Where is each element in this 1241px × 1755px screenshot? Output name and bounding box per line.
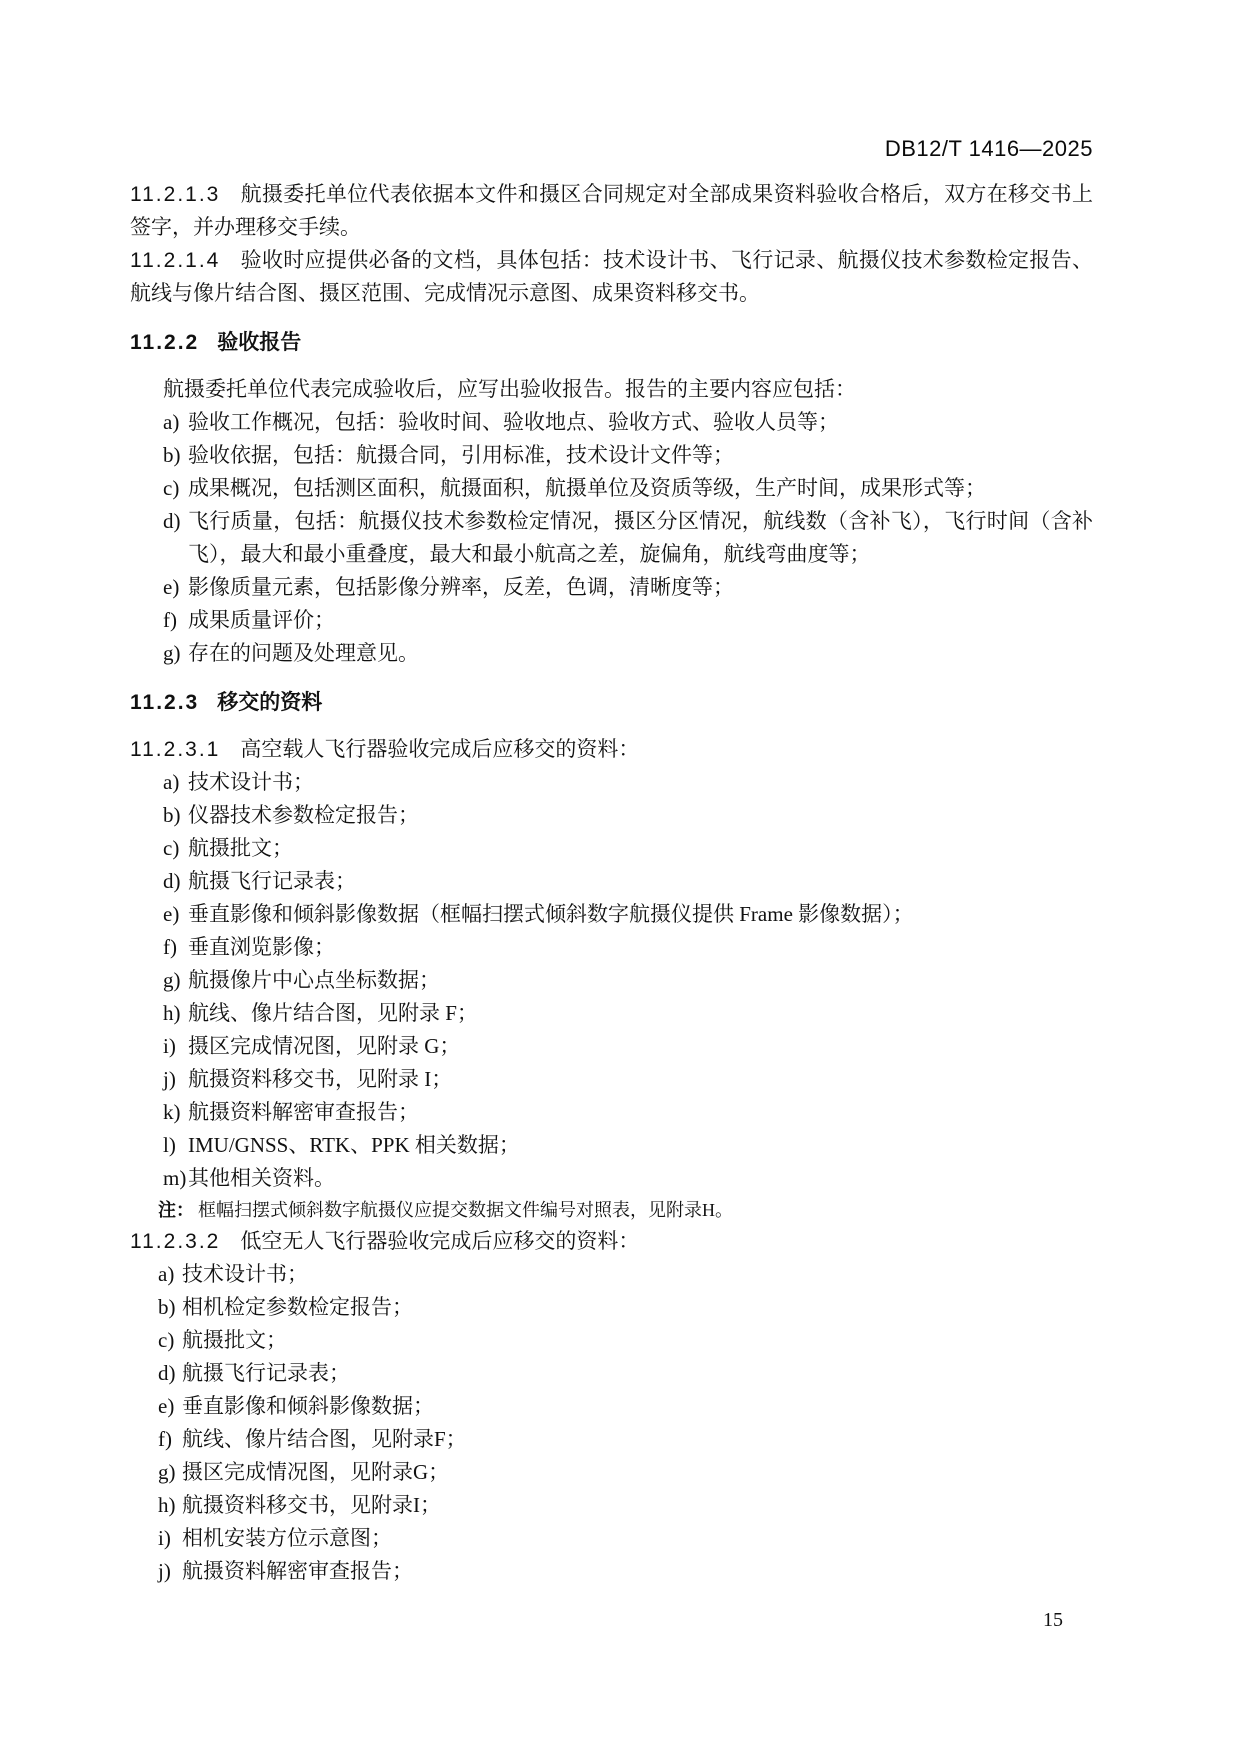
list-item-text: 航线、像片结合图，见附录 F； — [188, 1001, 478, 1025]
list-item-text: 存在的问题及处理意见。 — [188, 641, 419, 665]
clause-number: 11.2.1.4 — [130, 249, 221, 272]
list-item-label: g) — [158, 1460, 176, 1484]
section-heading-11-2-3 — [130, 686, 1093, 719]
list-item-text: 垂直影像和倾斜影像数据； — [182, 1394, 434, 1418]
list-item-label: c) — [158, 1328, 175, 1352]
list-item-text: 技术设计书； — [182, 1262, 308, 1286]
list-item-label: g) — [163, 641, 181, 665]
list-item-text: 航线、像片结合图，见附录F； — [182, 1427, 467, 1451]
uav-materials-list — [130, 1258, 1093, 1588]
list-item — [130, 571, 1093, 604]
list-item — [130, 637, 1093, 670]
list-item-label: d) — [163, 869, 181, 893]
list-item-label: h) — [158, 1493, 176, 1517]
list-item — [130, 1129, 1093, 1162]
list-item — [130, 1456, 1093, 1489]
list-item — [130, 1291, 1093, 1324]
paragraph-intro-report: 航摄委托单位代表完成验收后，应写出验收报告。报告的主要内容应包括： — [163, 377, 856, 401]
list-item-label: j) — [158, 1559, 171, 1583]
clause-number: 11.2.3.2 — [130, 1230, 221, 1253]
clause-11-2-3-1 — [130, 733, 1093, 766]
list-item — [130, 931, 1093, 964]
note — [130, 1195, 1093, 1225]
list-item-label: m) — [163, 1166, 187, 1190]
list-item — [130, 1030, 1093, 1063]
heading-title: 移交的资料 — [217, 691, 323, 714]
list-item-label: l) — [163, 1133, 176, 1157]
list-item-label: i) — [158, 1526, 171, 1550]
list-item — [130, 1162, 1093, 1195]
list-item-text: 成果质量评价； — [188, 608, 335, 632]
list-item — [130, 1522, 1093, 1555]
list-item-label: e) — [163, 575, 180, 599]
list-item — [130, 898, 1093, 931]
list-item — [130, 1096, 1093, 1129]
list-item — [130, 1423, 1093, 1456]
list-item — [130, 472, 1093, 505]
doc-code: DB12/T 1416—2025 — [884, 136, 1093, 161]
list-item — [130, 799, 1093, 832]
clause-11-2-1-4 — [130, 244, 1093, 310]
list-item — [130, 1063, 1093, 1096]
list-item-label: e) — [158, 1394, 175, 1418]
list-item — [130, 1357, 1093, 1390]
heading-number: 11.2.3 — [130, 691, 200, 714]
list-item-text: IMU/GNSS、RTK、PPK 相关数据； — [188, 1133, 520, 1157]
list-item-text: 航摄资料移交书，见附录 I； — [188, 1067, 453, 1091]
note-text: 框幅扫摆式倾斜数字航摄仪应提交数据文件编号对照表，见附录H。 — [198, 1200, 733, 1220]
list-item-text: 影像质量元素，包括影像分辨率，反差，色调，清晰度等； — [188, 575, 734, 599]
list-item-text: 摄区完成情况图，见附录G； — [182, 1460, 450, 1484]
list-item — [130, 1489, 1093, 1522]
list-item-text: 垂直影像和倾斜影像数据（框幅扫摆式倾斜数字航摄仪提供 Frame 影像数据）； — [188, 902, 914, 926]
list-item-label: a) — [163, 410, 180, 434]
report-content-list — [130, 406, 1093, 670]
list-item-label: a) — [158, 1262, 175, 1286]
list-item — [130, 964, 1093, 997]
list-item-label: b) — [163, 803, 181, 827]
list-item-label: c) — [163, 836, 180, 860]
list-item-label: g) — [163, 968, 181, 992]
list-item-text: 相机检定参数检定报告； — [182, 1295, 413, 1319]
list-item — [130, 1324, 1093, 1357]
list-item-text: 航摄批文； — [182, 1328, 287, 1352]
list-item-label: h) — [163, 1001, 181, 1025]
list-item-text: 垂直浏览影像； — [188, 935, 335, 959]
list-item-text: 仪器技术参数检定报告； — [188, 803, 419, 827]
list-item-text: 航摄资料解密审查报告； — [188, 1100, 419, 1124]
list-item-label: j) — [163, 1067, 176, 1091]
list-item-text: 航摄批文； — [188, 836, 293, 860]
list-item-text: 验收工作概况，包括：验收时间、验收地点、验收方式、验收人员等； — [188, 410, 839, 434]
list-item-label: f) — [163, 935, 177, 959]
manned-aircraft-materials-list — [130, 766, 1093, 1195]
list-item-text: 其他相关资料。 — [188, 1166, 335, 1190]
list-item-text: 航摄资料解密审查报告； — [182, 1559, 413, 1583]
clause-text: 验收时应提供必备的文档，具体包括：技术设计书、飞行记录、航摄仪技术参数检定报告、航线与像片结合图、摄区范围、完成情况示意图、成果资料移交书。 — [130, 248, 1093, 305]
clause-text: 航摄委托单位代表依据本文件和摄区合同规定对全部成果资料验收合格后，双方在移交书上签字，并办理移交手续。 — [130, 182, 1093, 239]
section-heading-11-2-2 — [130, 326, 1093, 359]
list-item — [130, 604, 1093, 637]
list-item-label: f) — [158, 1427, 172, 1451]
list-item-text: 验收依据，包括：航摄合同，引用标准，技术设计文件等； — [188, 443, 734, 467]
list-item-label: d) — [163, 509, 181, 533]
list-item — [130, 865, 1093, 898]
clause-text: 低空无人飞行器验收完成后应移交的资料： — [240, 1229, 640, 1253]
list-item-text: 技术设计书； — [188, 770, 314, 794]
list-item-label: k) — [163, 1100, 181, 1124]
list-item-text: 航摄飞行记录表； — [182, 1361, 350, 1385]
list-item-text: 相机安装方位示意图； — [182, 1526, 392, 1550]
clause-11-2-1-3 — [130, 178, 1093, 244]
list-item — [130, 1555, 1093, 1588]
list-item — [130, 1390, 1093, 1423]
list-item-label: b) — [158, 1295, 176, 1319]
list-item-label: f) — [163, 608, 177, 632]
list-item-text: 飞行质量，包括：航摄仪技术参数检定情况，摄区分区情况，航线数（含补飞），飞行时间（含补飞），最大和最小重叠度，最大和最小航高之差，旋偏角，航线弯曲度等； — [188, 509, 1093, 566]
list-item-text: 航摄资料移交书，见附录I； — [182, 1493, 441, 1517]
list-item-label: e) — [163, 902, 180, 926]
heading-title: 验收报告 — [217, 331, 302, 354]
clause-text: 高空载人飞行器验收完成后应移交的资料： — [240, 737, 640, 761]
page-number: 15 — [1043, 1609, 1063, 1631]
note-label: 注： — [158, 1200, 194, 1220]
list-item — [130, 832, 1093, 865]
list-item-label: a) — [163, 770, 180, 794]
list-item-label: c) — [163, 476, 180, 500]
clause-11-2-3-2 — [130, 1225, 1093, 1258]
list-item — [130, 766, 1093, 799]
list-item — [130, 406, 1093, 439]
list-item-label: i) — [163, 1034, 176, 1058]
clause-number: 11.2.1.3 — [130, 183, 221, 206]
list-item-label: d) — [158, 1361, 176, 1385]
list-item-text: 成果概况，包括测区面积，航摄面积，航摄单位及资质等级，生产时间，成果形式等； — [188, 476, 986, 500]
list-item-text: 航摄飞行记录表； — [188, 869, 356, 893]
list-item — [130, 997, 1093, 1030]
list-item — [130, 505, 1093, 571]
clause-number: 11.2.3.1 — [130, 738, 221, 761]
list-item-label: b) — [163, 443, 181, 467]
list-item — [130, 439, 1093, 472]
heading-number: 11.2.2 — [130, 331, 200, 354]
list-item — [130, 1258, 1093, 1291]
list-item-text: 摄区完成情况图，见附录 G； — [188, 1034, 461, 1058]
list-item-text: 航摄像片中心点坐标数据； — [188, 968, 440, 992]
